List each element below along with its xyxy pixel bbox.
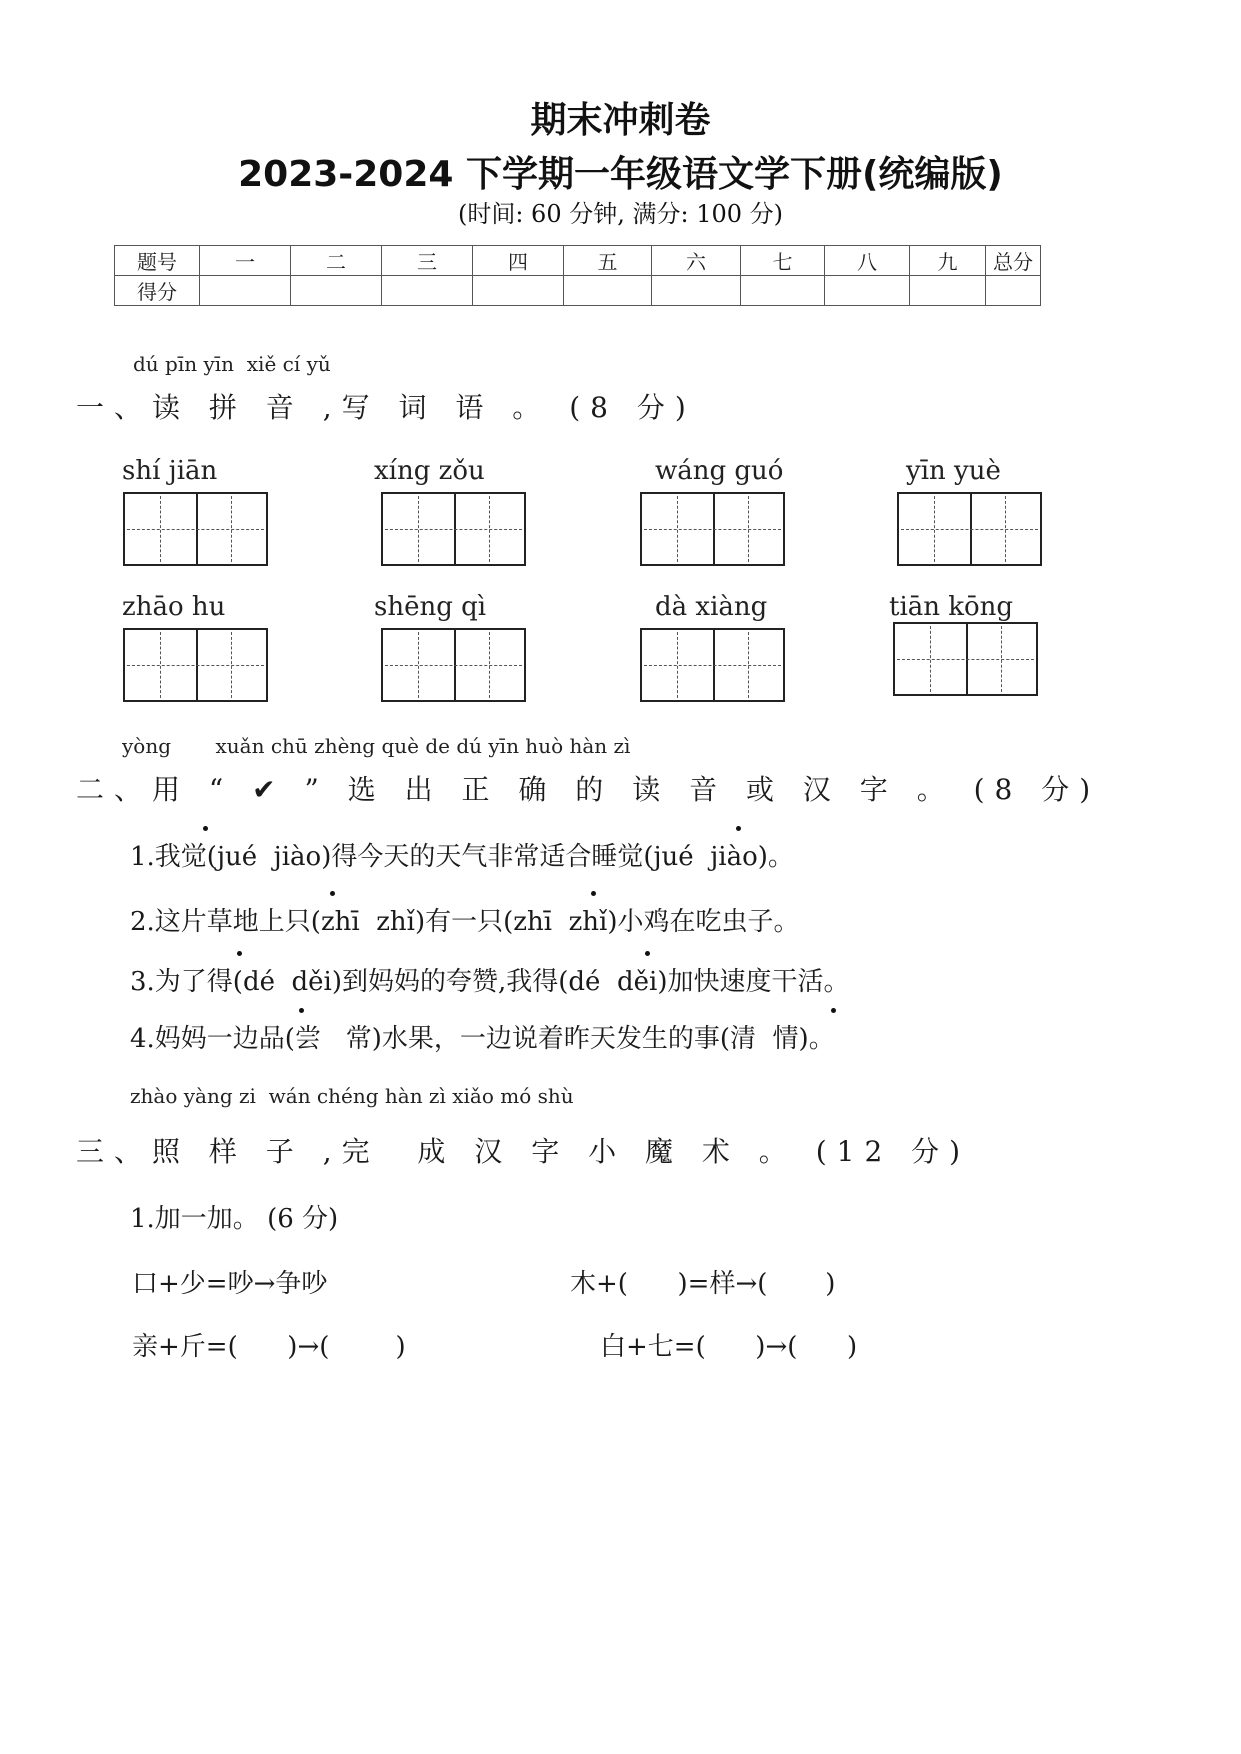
section2-heading: 二、用 “ ✔ ” 选 出 正 确 的 读 音 或 汉 字 。 (8 分) bbox=[76, 773, 1101, 806]
score-input-cell[interactable] bbox=[291, 276, 382, 306]
pinyin-word: tiān kōng bbox=[889, 592, 1014, 622]
question-item: 4.妈妈一边品(尝 常)水果，一边说着昨天发生的事(清 情)。 bbox=[130, 1024, 835, 1054]
score-cell: 七 bbox=[741, 246, 825, 276]
question-item: 2.这片草地上只(zhī zhǐ)有一只(zhī zhǐ)小鸡在吃虫子。 bbox=[130, 907, 800, 937]
emphasis-dot bbox=[591, 891, 596, 896]
score-table-header-row bbox=[115, 246, 1041, 276]
writing-grid[interactable] bbox=[123, 492, 268, 566]
writing-grid[interactable] bbox=[893, 622, 1038, 696]
emphasis-dot bbox=[203, 826, 208, 831]
emphasis-dot bbox=[645, 951, 650, 956]
writing-grid[interactable] bbox=[381, 628, 526, 702]
section3-heading: 三、照 样 子 ,完 成 汉 字 小 魔 术 。 (12 分) bbox=[76, 1135, 971, 1168]
score-input-cell[interactable] bbox=[825, 276, 910, 306]
writing-grid[interactable] bbox=[897, 492, 1042, 566]
score-input-cell[interactable] bbox=[986, 276, 1041, 306]
writing-grid[interactable] bbox=[640, 492, 785, 566]
score-cell: 一 bbox=[200, 246, 291, 276]
score-cell: 二 bbox=[291, 246, 382, 276]
score-input-cell[interactable] bbox=[741, 276, 825, 306]
pinyin-word: xíng zǒu bbox=[374, 456, 485, 486]
pinyin-word: shí jiān bbox=[122, 456, 218, 486]
writing-grid[interactable] bbox=[381, 492, 526, 566]
writing-grid[interactable] bbox=[123, 628, 268, 702]
score-input-cell[interactable] bbox=[910, 276, 986, 306]
exam-title: 期末冲刺卷 bbox=[530, 100, 711, 141]
fill-item[interactable]: 白+七=( )→( ) bbox=[600, 1332, 858, 1362]
section3-pinyin: zhào yàng zi wán chéng hàn zì xiǎo mó shù bbox=[130, 1084, 574, 1108]
score-input-cell[interactable] bbox=[564, 276, 652, 306]
score-table-score-row bbox=[115, 276, 1041, 306]
score-cell: 五 bbox=[564, 246, 652, 276]
section1-pinyin: dú pīn yīn xiě cí yǔ bbox=[133, 352, 331, 376]
question-item: 1.我觉(jué jiào)得今天的天气非常适合睡觉(jué jiào)。 bbox=[130, 842, 794, 872]
subquestion-title: 1.加一加。 (6 分) bbox=[130, 1204, 339, 1234]
emphasis-dot bbox=[299, 1008, 304, 1013]
score-cell: 九 bbox=[910, 246, 986, 276]
writing-grid[interactable] bbox=[640, 628, 785, 702]
score-input-cell[interactable] bbox=[652, 276, 741, 306]
pinyin-word: wáng guó bbox=[655, 456, 784, 486]
pinyin-word: yīn yuè bbox=[906, 456, 1001, 486]
emphasis-dot bbox=[736, 826, 741, 831]
fill-item[interactable]: 木+( )=样→( ) bbox=[570, 1269, 836, 1299]
score-table bbox=[114, 245, 1041, 306]
score-cell: 八 bbox=[825, 246, 910, 276]
pinyin-word: dà xiàng bbox=[655, 592, 768, 622]
emphasis-dot bbox=[237, 951, 242, 956]
question-item: 3.为了得(dé děi)到妈妈的夸赞,我得(dé děi)加快速度干活。 bbox=[130, 967, 850, 997]
score-cell: 得分 bbox=[115, 276, 200, 306]
emphasis-dot bbox=[330, 891, 335, 896]
fill-item[interactable]: 亲+斤=( )→( ) bbox=[132, 1332, 406, 1362]
example-item: 口+少=吵→争吵 bbox=[132, 1269, 328, 1299]
score-input-cell[interactable] bbox=[473, 276, 564, 306]
score-input-cell[interactable] bbox=[382, 276, 473, 306]
score-cell: 总分 bbox=[986, 246, 1041, 276]
section2-pinyin: yòng xuǎn chū zhèng què de dú yīn huò hàn zì bbox=[122, 734, 631, 758]
score-input-cell[interactable] bbox=[200, 276, 291, 306]
pinyin-word: zhāo hu bbox=[122, 592, 226, 622]
score-cell: 题号 bbox=[115, 246, 200, 276]
time-info: (时间: 60 分钟, 满分: 100 分) bbox=[457, 200, 784, 228]
score-cell: 六 bbox=[652, 246, 741, 276]
score-cell: 四 bbox=[473, 246, 564, 276]
section1-heading: 一、读 拼 音 ,写 词 语 。 (8 分) bbox=[76, 391, 696, 424]
score-cell: 三 bbox=[382, 246, 473, 276]
pinyin-word: shēng qì bbox=[374, 592, 487, 622]
emphasis-dot bbox=[831, 1008, 836, 1013]
exam-subtitle: 2023-2024 下学期一年级语文学下册(统编版) bbox=[238, 154, 1003, 195]
